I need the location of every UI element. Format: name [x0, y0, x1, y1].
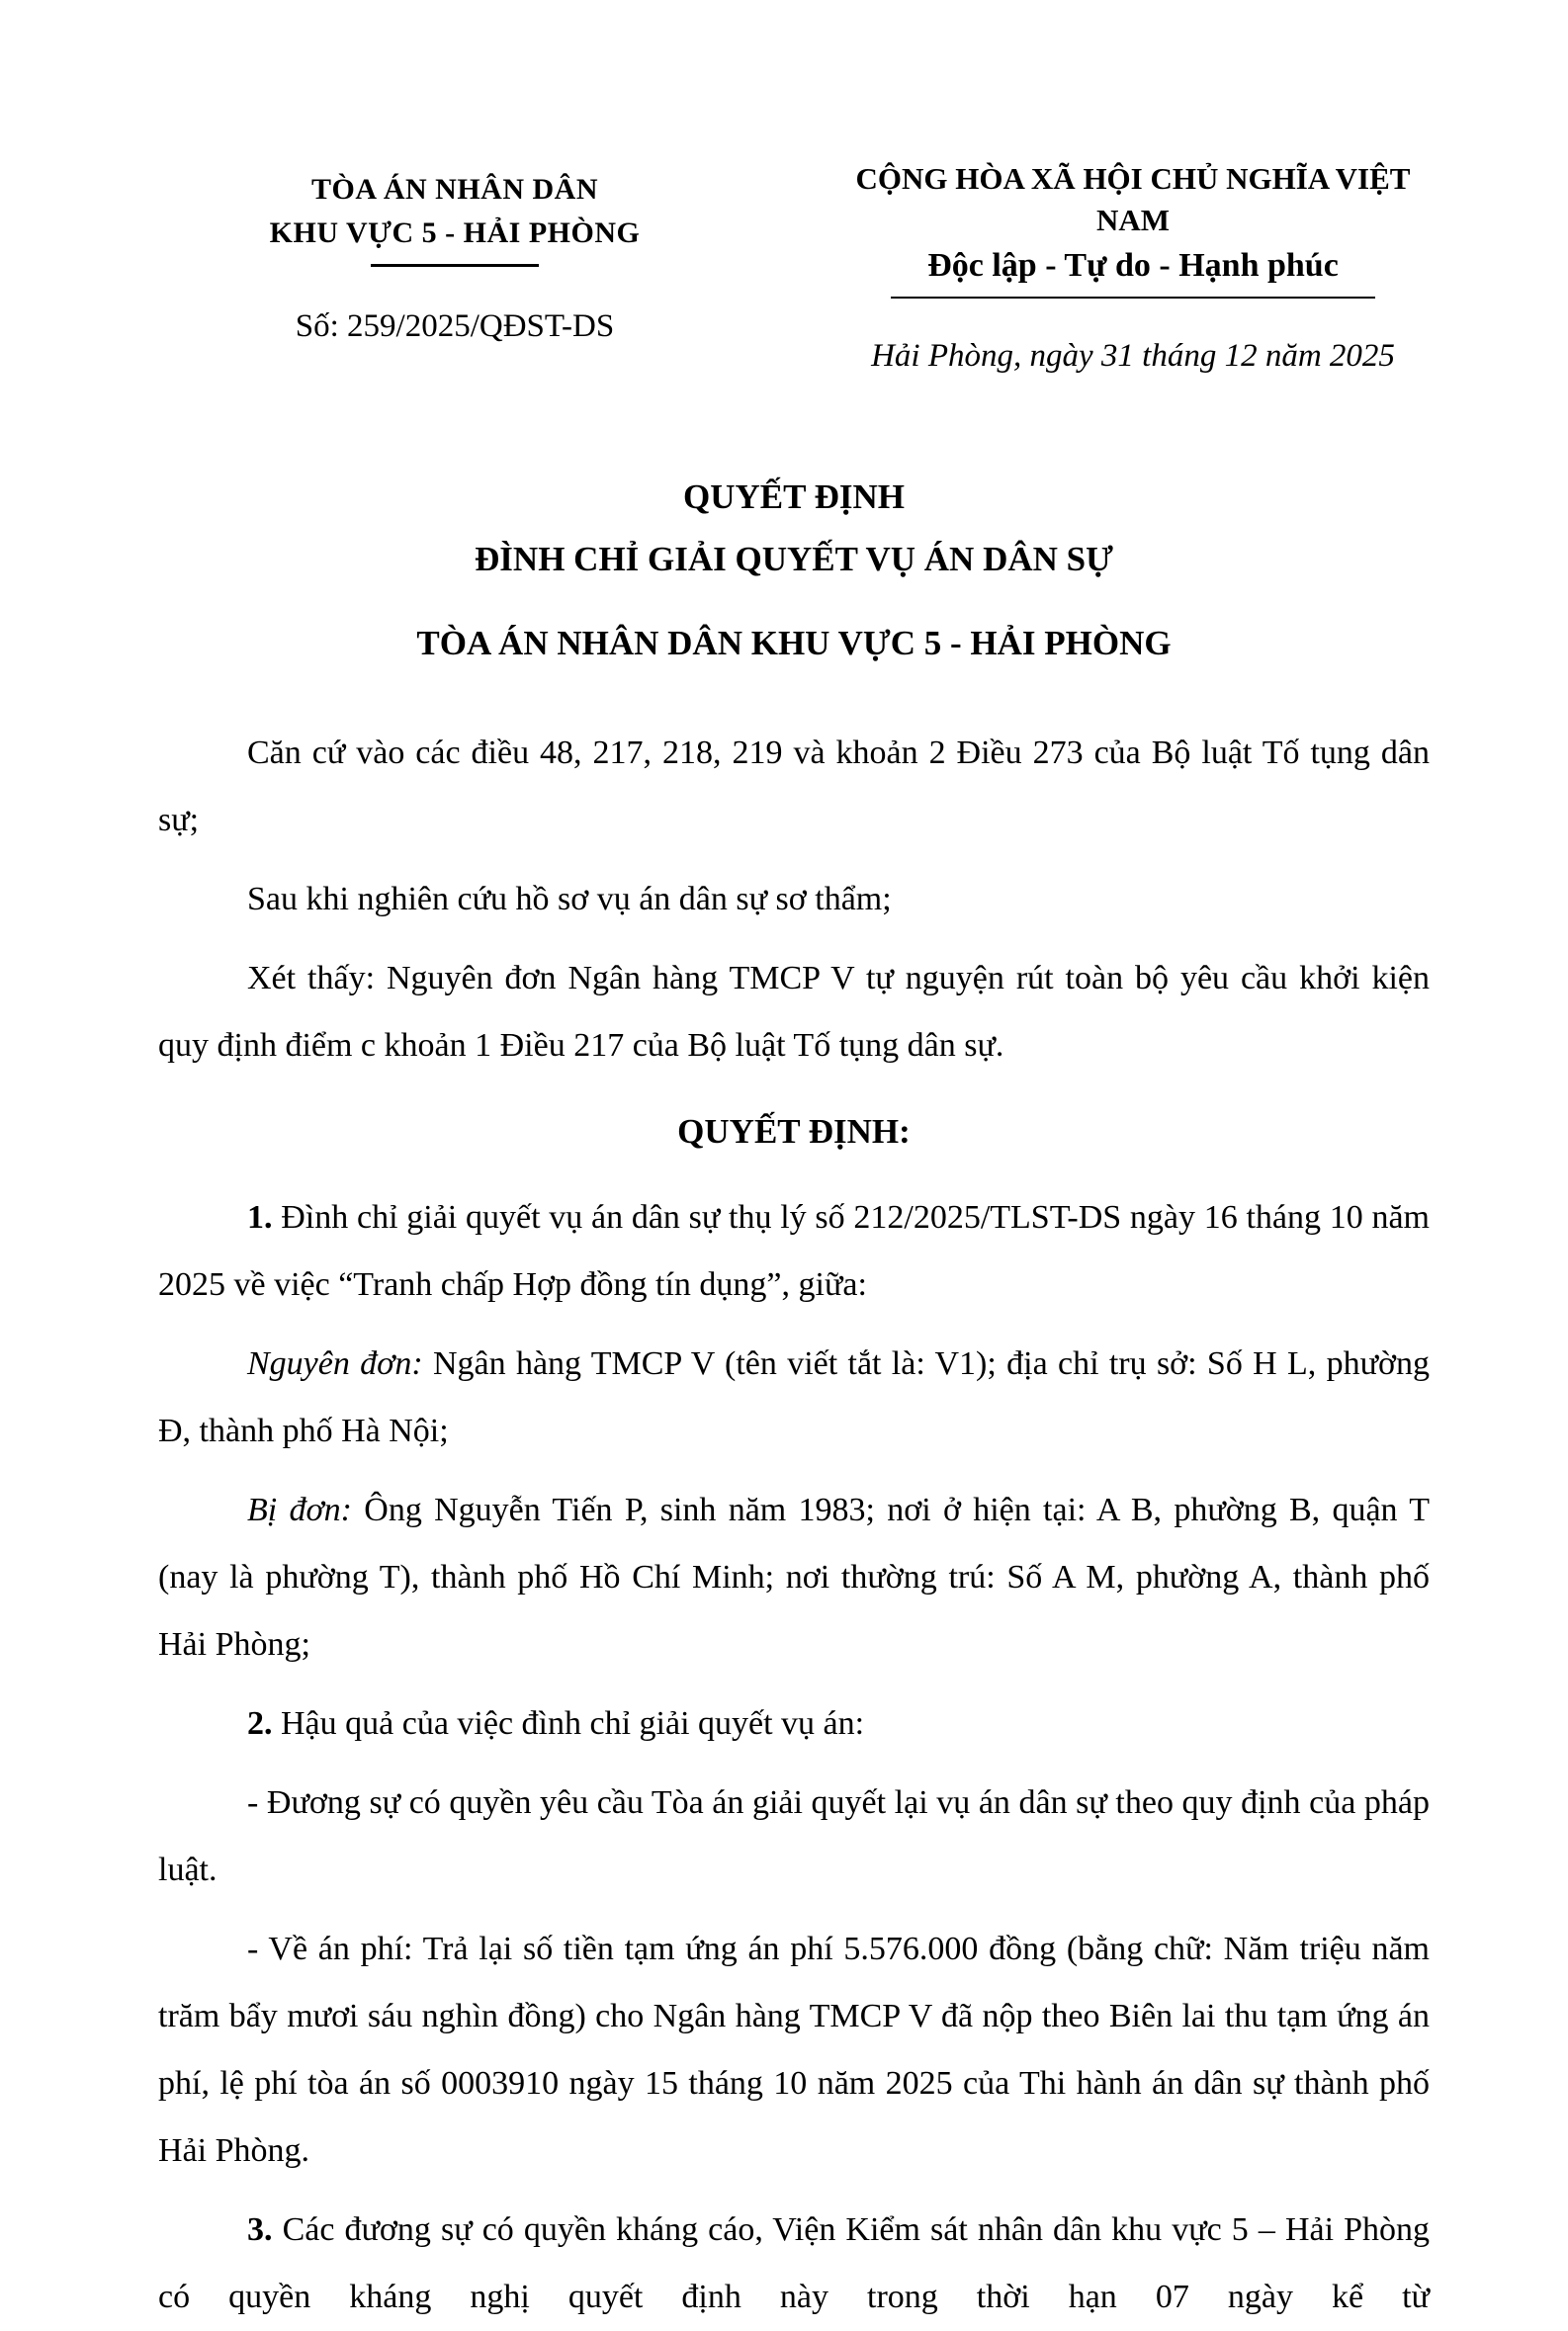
national-motto: Độc lập - Tự do - Hạnh phúc: [927, 246, 1339, 284]
national-title: CỘNG HÒA XÃ HỘI CHỦ NGHĨA VIỆT NAM: [855, 161, 1411, 237]
title-court-name: TÒA ÁN NHÂN DÂN KHU VỰC 5 - HẢI PHÒNG: [416, 624, 1172, 663]
decision-item-1: [158, 1184, 1430, 1319]
plaintiff-paragraph: [158, 1331, 1430, 1465]
defendant-label: Bị đơn:: [247, 1492, 352, 1529]
decision-item-3: [158, 2197, 1430, 2331]
decision-item-2-text: Hậu quả của việc đình chỉ giải quyết vụ án:: [281, 1705, 865, 1743]
plaintiff-text: Ngân hàng TMCP V (tên viết tắt là: V1); địa chỉ trụ sở: Số H L, phường Đ, thành phố Hà Nội;: [158, 1345, 1431, 1450]
decision-item-1-text: Đình chỉ giải quyết vụ án dân sự thụ lý số 212/2025/TLST-DS ngày 16 tháng 10 năm 2025 về việc “Tranh chấp Hợp đồng tín dụng”, giữa:: [158, 1199, 1431, 1304]
title-subject: ĐÌNH CHỈ GIẢI QUYẾT VỤ ÁN DÂN SỰ: [475, 540, 1113, 579]
document-body: [158, 720, 1430, 2331]
defendant-text: Ông Nguyễn Tiến P, sinh năm 1983; nơi ở hiện tại: A B, phường B, quận T (nay là phường T), thành phố Hồ Chí Minh; nơi thường trú: Số A M, phường A, thành phố Hải Phòng;: [158, 1492, 1430, 1664]
decision-item-2: [158, 1690, 1430, 1758]
recital-case-review: Sau khi nghiên cứu hồ sơ vụ án dân sự sơ thẩm;: [247, 881, 892, 918]
recital-finding: Xét thấy: Nguyên đơn Ngân hàng TMCP V tự nguyện rút toàn bộ yêu cầu khởi kiện quy định điểm c khoản 1 Điều 217 của Bộ luật Tố tụng dân sự.: [158, 960, 1430, 1065]
defendant-paragraph: [158, 1477, 1430, 1679]
motto-underline: [891, 297, 1375, 299]
document-header: [158, 158, 1430, 375]
decision-item-3-text: Các đương sự có quyền kháng cáo, Viện Kiểm sát nhân dân khu vực 5 – Hải Phòng có quyền kháng nghị quyết định này trong thời hạn 07 ngày kể từ: [158, 2211, 1431, 2316]
court-name-line1: TÒA ÁN NHÂN DÂN: [310, 173, 598, 206]
consequence-right-to-refile: - Đương sự có quyền yêu cầu Tòa án giải quyết lại vụ án dân sự theo quy định của pháp luật.: [158, 1784, 1430, 1889]
court-name-underline: [371, 264, 539, 267]
title-decision: QUYẾT ĐỊNH: [683, 477, 905, 517]
document-title-block: [158, 466, 1430, 674]
recital-legal-basis: Căn cứ vào các điều 48, 217, 218, 219 và khoản 2 Điều 273 của Bộ luật Tố tụng dân sự;: [158, 734, 1430, 839]
case-number: Số: 259/2025/QĐST-DS: [295, 308, 615, 344]
court-name-line2: KHU VỰC 5 - HẢI PHÒNG: [269, 216, 641, 249]
consequence-court-fee-refund: - Về án phí: Trả lại số tiền tạm ứng án phí 5.576.000 đồng (bằng chữ: Năm triệu năm trăm bẩy mươi sáu nghìn đồng) cho Ngân hàng TMCP V đã nộp theo Biên lai thu tạm ứng án phí, lệ phí tòa án số 0003910 ngày 15 tháng 10 năm 2025 của Thi hành án dân sự thành phố Hải Phòng.: [158, 1931, 1430, 2170]
decision-heading: QUYẾT ĐỊNH:: [677, 1112, 911, 1152]
decision-item-2-number: 2.: [247, 1705, 273, 1743]
national-motto-block: [836, 158, 1430, 375]
decision-item-3-number: 3.: [247, 2211, 273, 2249]
issuing-court-block: [158, 158, 751, 345]
place-date-line: Hải Phòng, ngày 31 tháng 12 năm 2025: [871, 338, 1395, 375]
decision-item-1-number: 1.: [247, 1199, 273, 1237]
plaintiff-label: Nguyên đơn:: [247, 1345, 423, 1383]
